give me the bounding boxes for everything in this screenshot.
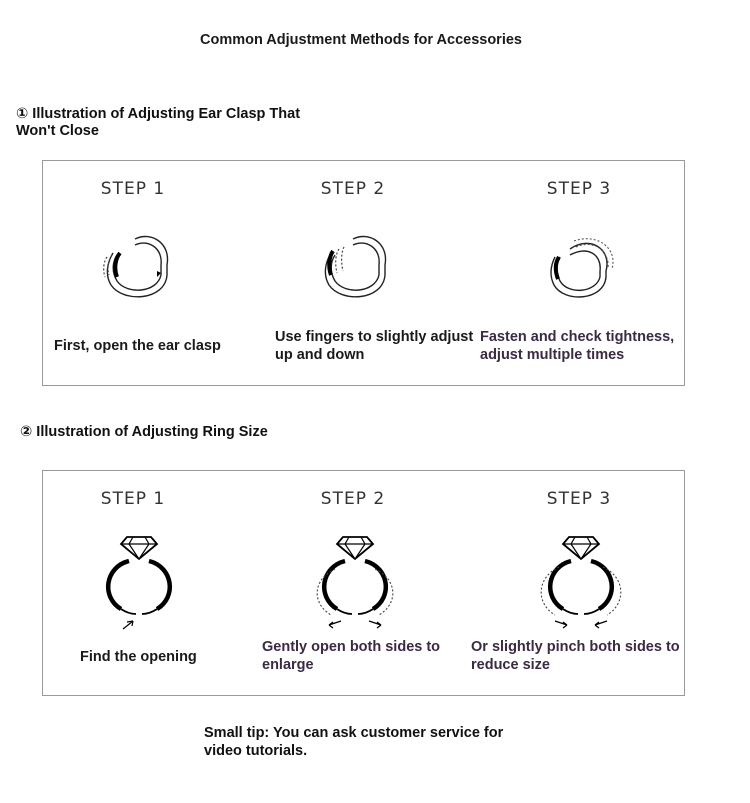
ear-clasp-section-heading: ① Illustration of Adjusting Ear Clasp That Won't Close bbox=[16, 106, 301, 139]
ring-opening-icon bbox=[99, 533, 179, 633]
step-label: STEP 1 bbox=[100, 489, 166, 509]
step-label: STEP 1 bbox=[100, 179, 166, 199]
step-caption: Use fingers to slightly adjust up and down bbox=[275, 329, 474, 363]
step-label: STEP 2 bbox=[320, 489, 386, 509]
ear-clasp-adjust-icon bbox=[313, 225, 397, 309]
ring-reduce-icon bbox=[531, 533, 631, 633]
page-title: Common Adjustment Methods for Accessories bbox=[199, 32, 522, 48]
step-caption: Fasten and check tightness, adjust multiple times bbox=[480, 329, 675, 363]
step-caption: Or slightly pinch both sides to reduce size bbox=[471, 639, 680, 673]
ear-clasp-open-icon bbox=[95, 225, 179, 309]
step-label: STEP 3 bbox=[546, 179, 612, 199]
step-caption: Gently open both sides to enlarge bbox=[262, 639, 441, 673]
step-caption: First, open the ear clasp bbox=[54, 338, 221, 354]
step-label: STEP 2 bbox=[320, 179, 386, 199]
ring-size-steps-panel bbox=[42, 470, 685, 696]
step-label: STEP 3 bbox=[546, 489, 612, 509]
step-caption: Find the opening bbox=[80, 649, 197, 665]
ring-enlarge-icon bbox=[305, 533, 405, 633]
ear-clasp-steps-panel bbox=[42, 160, 685, 386]
ear-clasp-fasten-icon bbox=[540, 225, 624, 309]
small-tip: Small tip: You can ask customer service for video tutorials. bbox=[204, 725, 504, 759]
ring-size-section-heading: ② Illustration of Adjusting Ring Size bbox=[20, 424, 268, 440]
